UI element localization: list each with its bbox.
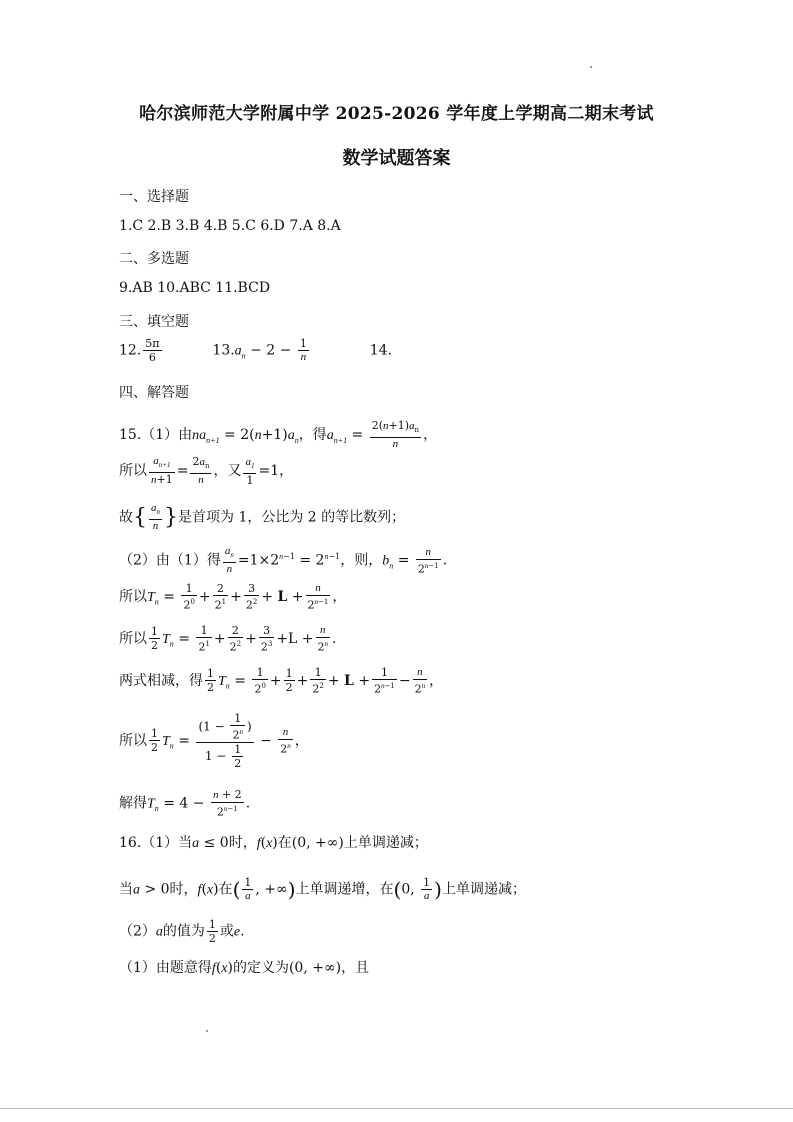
q16-line1: 16.（1）当a ≤ 0时，f(x)在(0, +∞)上单调递减； bbox=[119, 835, 428, 851]
q15-line2: 所以 $\frac{a_{n+1}}{n+1}$ = $\frac{2a_n}{n}$ ，又 $\frac{a_1}{1}$ =1， bbox=[119, 455, 294, 487]
section-multi: 二、多选题 bbox=[119, 251, 189, 267]
multi-answers: 9.AB 10.ABC 11.BCD bbox=[119, 280, 271, 296]
q12-label: 12. bbox=[119, 342, 142, 359]
document-title: 哈尔滨师范大学附属中学 2025-2026 学年度上学期高二期末考试 bbox=[139, 104, 654, 124]
scan-dot bbox=[590, 66, 592, 68]
section-choice: 一、选择题 bbox=[119, 189, 189, 205]
q16-line3: （2）a的值为 $\frac{1}{2}$ 或e. bbox=[119, 918, 245, 945]
q15-line1: 15.（1）由$na_{n+1} = 2(n+1)a_n$，得$a_{n+1}$ = $\frac{2(n+1)a_n}{n}$ ， bbox=[119, 419, 438, 451]
choice-answers: 1.C 2.B 3.B 4.B 5.C 6.D 7.A 8.A bbox=[119, 218, 341, 234]
section-fill: 三、填空题 bbox=[119, 314, 189, 330]
q15-line4: （2）由（1）得 $\frac{a_n}{n}$ $=1\times 2^{n-1} = 2^{n-1}$，则，$b_n$ = $\frac{n}{2^{n-1}}$ . bbox=[119, 545, 448, 576]
section-solve: 四、解答题 bbox=[119, 385, 189, 401]
q15-line8: 所以 $\frac{1}{2}$ $T_n$ = (1 − $\frac{1}{2^n}$ ) 1 − $\frac{1}{2}$ − $\frac{n}{2^n}$ ， bbox=[119, 712, 309, 770]
page-bottom-rule bbox=[0, 1108, 793, 1109]
q15-line7: 两式相减，得 $\frac{1}{2}$ $T_n$ = $\frac{1}{2^0}$ + $\frac{1}{2}$ + $\frac{1}{2^2}$ + L + $\frac{1}{2^{n-1}}$ − $\frac{n}{2^n}$ ， bbox=[119, 666, 444, 696]
q13-fraction: $\frac{1}{n}$ bbox=[299, 337, 307, 363]
q14-label: 14. bbox=[369, 342, 393, 359]
q15-line9: 解得$T_n = 4$ − $\frac{n + 2}{2^{n-1}}$ . bbox=[119, 788, 251, 819]
fill-answers: 12. $\frac{5\pi}{6}$ $13.a_n - 2$ − $\frac{1}{n}$ 14. bbox=[119, 337, 393, 364]
q16-line4: （1）由题意得f(x)的定义为(0, +∞)，且 bbox=[119, 960, 370, 976]
scan-dot bbox=[206, 1030, 208, 1032]
q15-line5: 所以$T_n$ = $\frac{1}{2^0}$ + $\frac{2}{2^1}$ + $\frac{3}{2^2}$ + L + $\frac{n}{2^{n-1}}$ ， bbox=[119, 582, 347, 612]
document-subtitle: 数学试题答案 bbox=[342, 148, 451, 169]
q16-line2: 当a > 0时，f(x)在( $\frac{1}{a}$ , +∞)上单调递增，在(0, $\frac{1}{a}$ )上单调递减； bbox=[119, 876, 526, 902]
q13-label: 13. bbox=[212, 342, 235, 359]
q15-line3: 故{ $\frac{a_n}{n}$ }是首项为 1，公比为 2 的等比数列； bbox=[119, 502, 406, 533]
q12-fraction: $\frac{5\pi}{6}$ bbox=[145, 337, 160, 364]
q15-line6: 所以 $\frac{1}{2}$ $T_n$ = $\frac{1}{2^1}$ + $\frac{2}{2^2}$ + $\frac{3}{2^3}$ +L + $\frac{n}{2^n}$ . bbox=[119, 624, 337, 654]
